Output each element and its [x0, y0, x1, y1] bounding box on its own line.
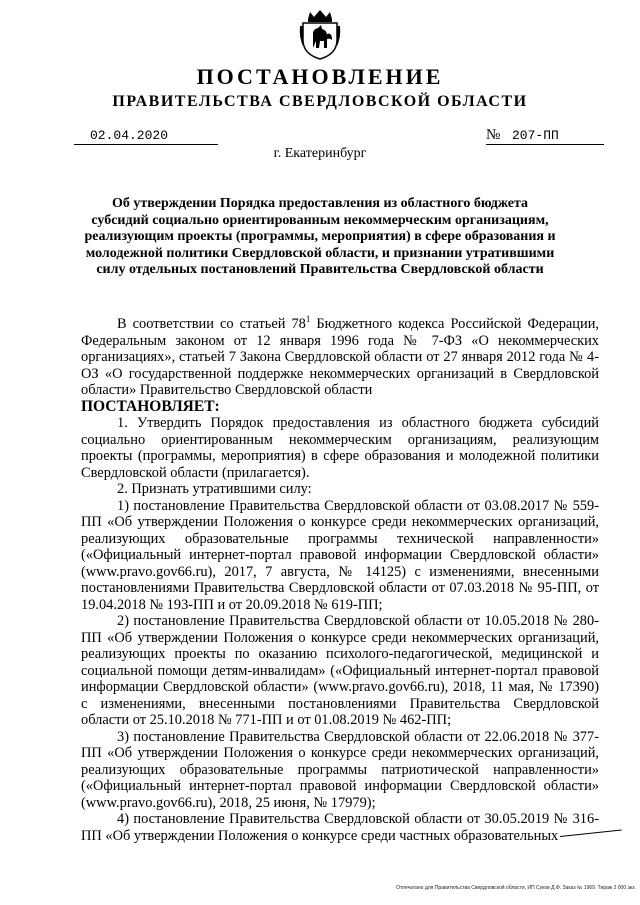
- printer-note: Отпечатано для Правительства Свердловской области, ИП Суков Д.Ф. Заказ № 1969. Тираж 2 000 экз.: [396, 885, 636, 891]
- subitem-1: 1) постановление Правительства Свердловской области от 03.08.2017 № 559-ПП «Об утверждении Положения о конкурсе среди некоммерческих организаций, реализующих образовательные программы технической направленности» («Официальный интернет-портал правовой информации Свердловской области» (www.pravo.gov66.ru), 2017, 7 августа, № 14125) с изменениями, внесенными постановлениями Правительства Свердловской области от 07.03.2018 № 95-ПП, от 19.04.2018 № 193-ПП и от 20.09.2018 № 619-ПП;: [81, 497, 599, 613]
- document-title: ПОСТАНОВЛЕНИЕ: [196, 64, 444, 89]
- preamble-superscript: 1: [305, 314, 311, 325]
- preamble: [81, 316, 599, 399]
- document-subject: Об утверждении Порядка предоставления из областного бюджета субсидий социально ориентированным некоммерческим организациям, реализующим проекты (программы, мероприятия) в сфере образования и молодежной политики Свердловской области, и признании утратившими силу отдельных постановлений Правительства Свердловской области: [84, 196, 556, 277]
- document-date: 02.04.2020: [90, 128, 169, 143]
- date-field: [74, 128, 218, 145]
- number-sign: №: [486, 127, 501, 143]
- decree-word: ПОСТАНОВЛЯЕТ:: [81, 397, 220, 415]
- item-2: 2. Признать утратившими силу:: [117, 481, 312, 497]
- preamble-start: В соответствии со статьей 78: [117, 316, 306, 332]
- item-1: 1. Утвердить Порядок предоставления из областного бюджета субсидий социально ориентированным некоммерческим организациям, реализующим проекты (программы, мероприятия) в сфере образования и молодежной политики Свердловской области (прилагается).: [81, 415, 599, 481]
- document-body: [81, 316, 599, 844]
- coat-of-arms-icon: [299, 10, 341, 60]
- subitem-4: 4) постановление Правительства Свердловской области от 30.05.2019 № 316-ПП «Об утверждении Положения о конкурсе среди частных образовательных: [81, 811, 599, 844]
- document-number: 207-ПП: [512, 128, 559, 143]
- document-issuer: ПРАВИТЕЛЬСТВА СВЕРДЛОВСКОЙ ОБЛАСТИ: [112, 93, 528, 110]
- subitem-2: 2) постановление Правительства Свердловской области от 10.05.2018 № 280-ПП «Об утверждении Положения о конкурсе среди некоммерческих организаций, реализующих проекты по оказанию психолого-педагогической, медицинской и социальной помощи детям-инвалидам» («Официальный интернет-портал правовой информации Свердловской области» (www.pravo.gov66.ru), 2018, 11 мая, № 17390) с изменениями, внесенными постановлениями Правительства Свердловской области от 25.10.2018 № 771-ПП и от 01.08.2019 № 462-ПП;: [81, 613, 599, 728]
- number-field: [486, 128, 604, 145]
- subitem-3: 3) постановление Правительства Свердловской области от 22.06.2018 № 377-ПП «Об утверждении Положения о конкурсе среди некоммерческих организаций, реализующих образовательные программы патриотической направленности» («Официальный интернет-портал правовой информации Свердловской области» (www.pravo.gov66.ru), 2018, 25 июня, № 17979);: [81, 728, 599, 811]
- city: г. Екатеринбург: [273, 146, 367, 161]
- preamble-end: Бюджетного кодекса Российской Федерации, Федеральным законом от 12 января 1996 года № 7-ФЗ «О некоммерческих организациях», статьей 7 Закона Свердловской области от 27 января 2012 года № 4-ОЗ «О государственной поддержке некоммерческих организаций в Свердловской области» Правительство Свердловской области: [81, 316, 599, 398]
